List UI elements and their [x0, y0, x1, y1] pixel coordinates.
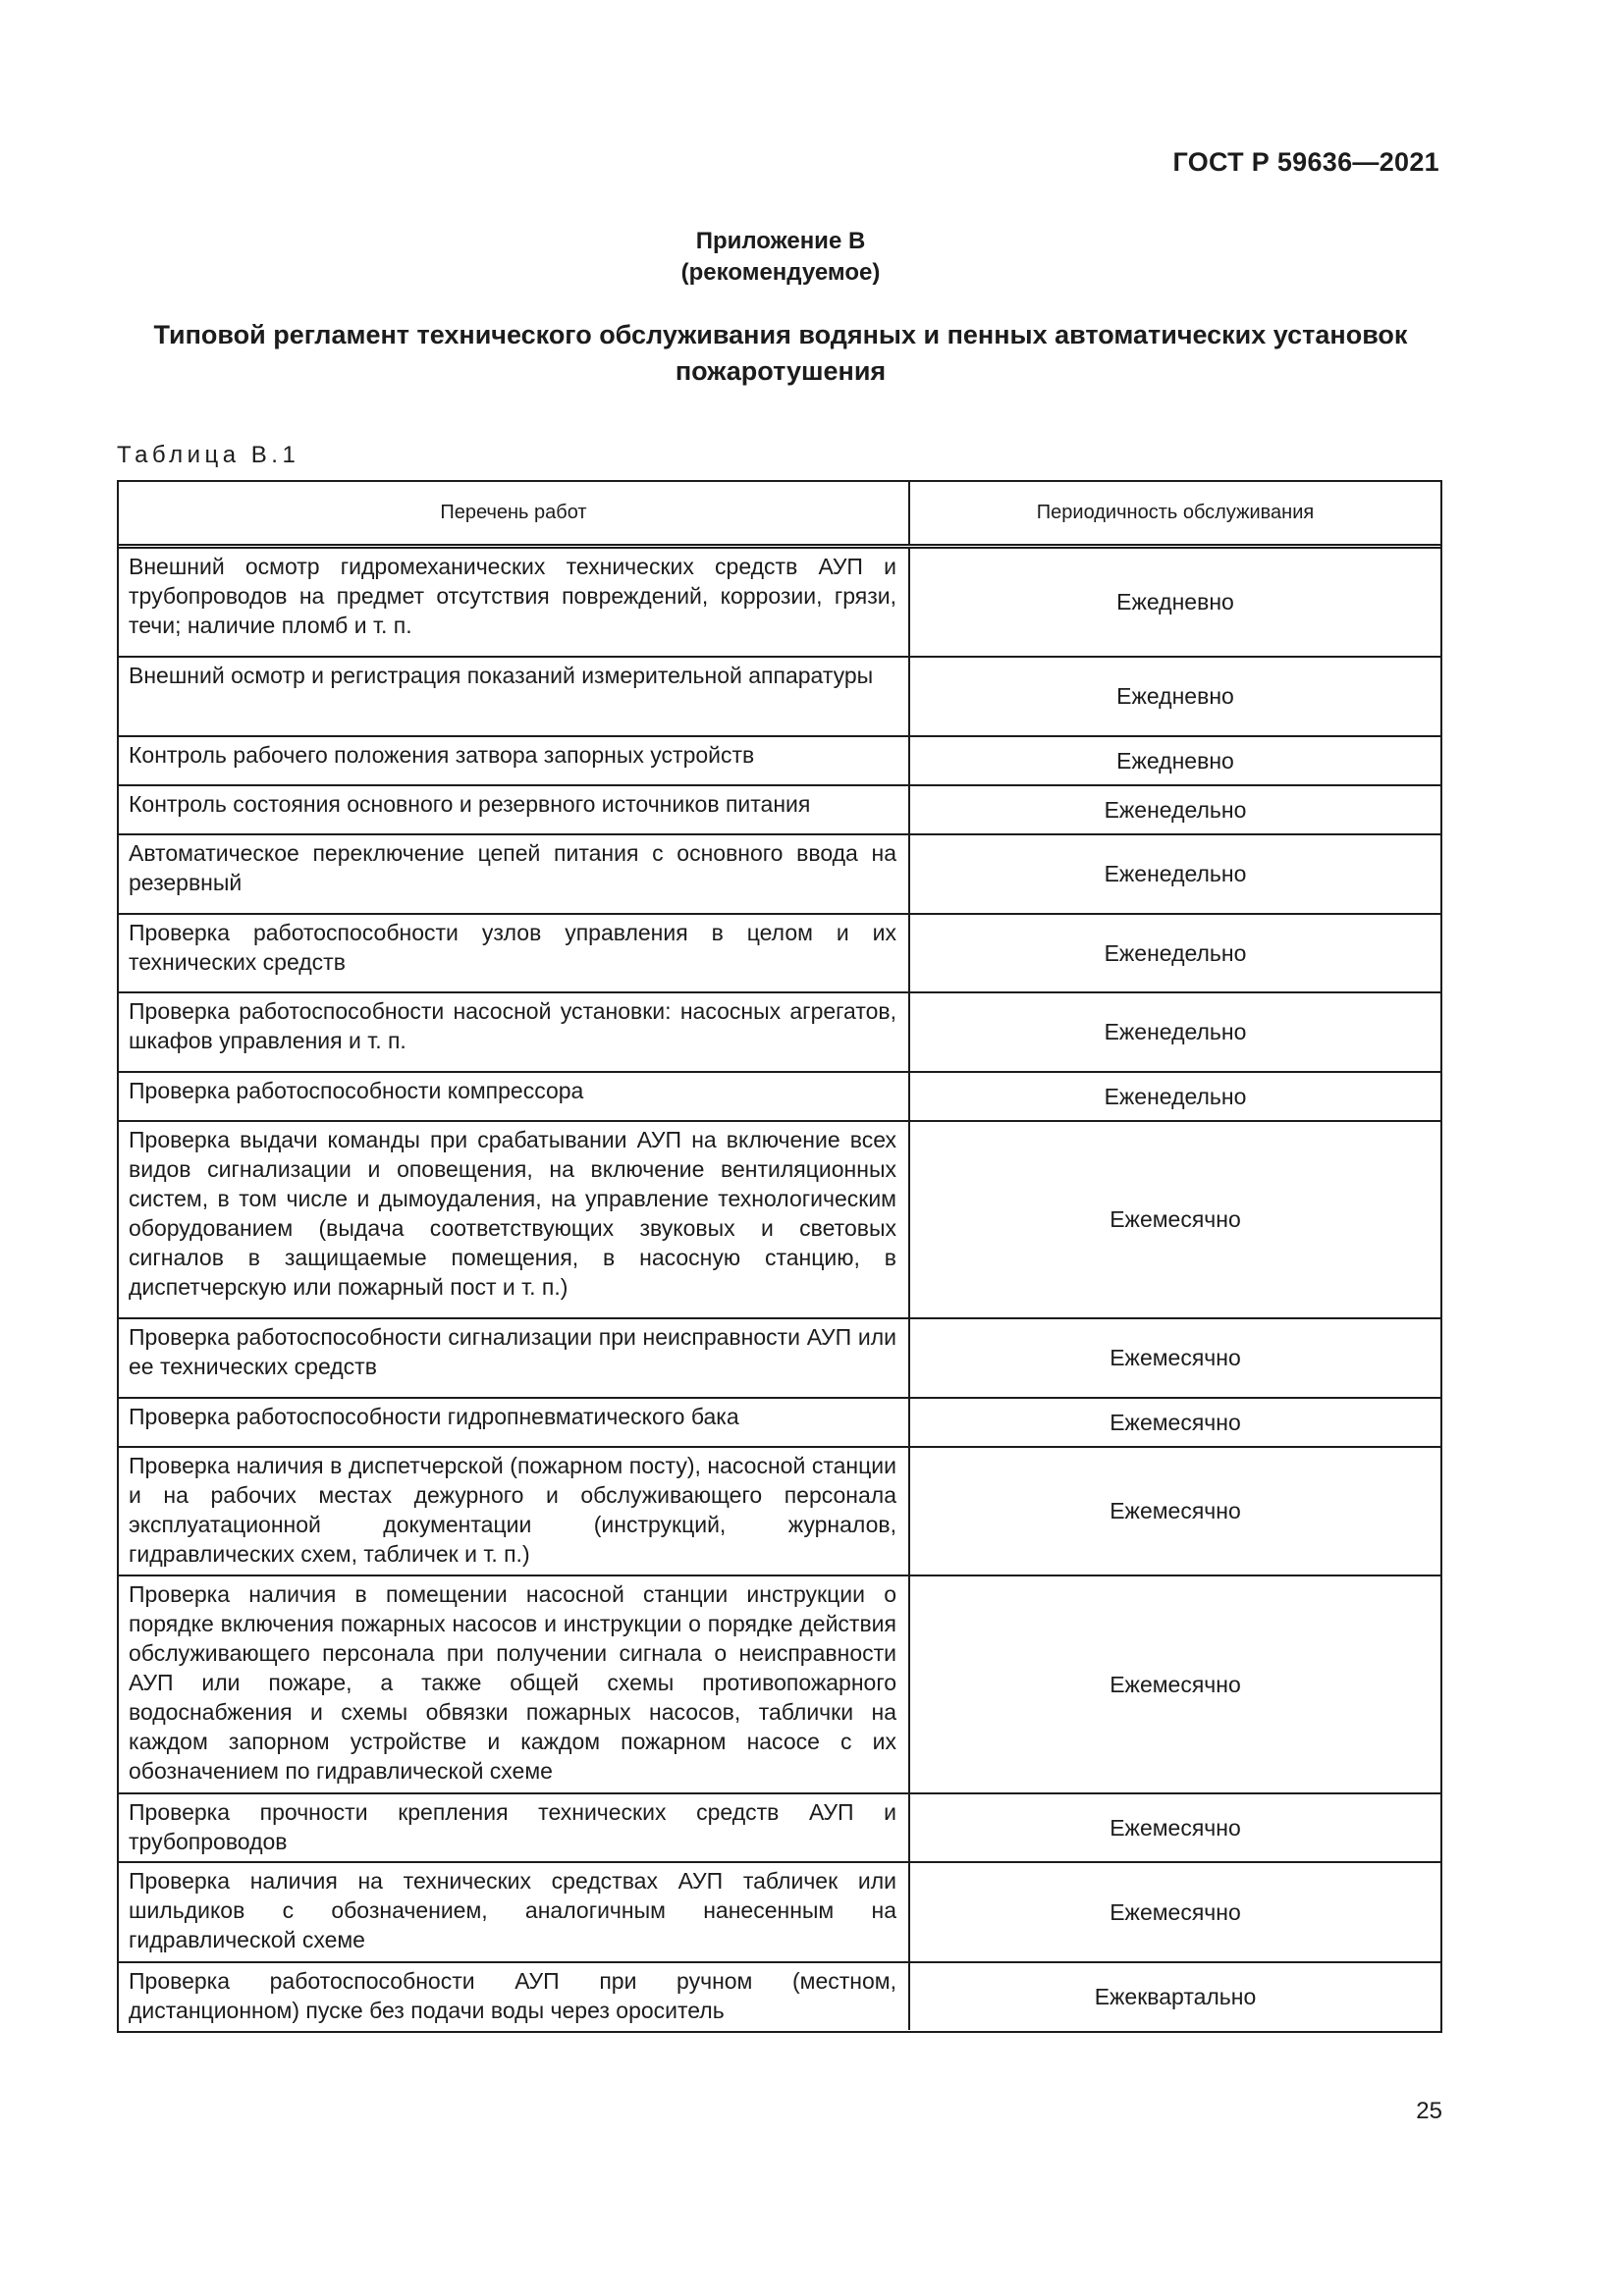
work-cell: Проверка работоспособности компрессора — [119, 1073, 910, 1120]
work-cell: Проверка прочности крепления технических средств АУП и трубопроводов — [119, 1794, 910, 1861]
table-row — [119, 1073, 1440, 1122]
period-cell: Еженедельно — [1104, 1019, 1247, 1044]
work-cell: Проверка наличия на технических средствах АУП табличек или шильдиков с обозначением, аналогичным нанесенным на гидравлической схеме — [119, 1863, 910, 1961]
table-row — [119, 915, 1440, 993]
table-caption: Таблица В.1 — [117, 442, 300, 468]
document-code: ГОСТ Р 59636—2021 — [1172, 147, 1439, 177]
work-cell: Контроль рабочего положения затвора запорных устройств — [119, 737, 910, 784]
period-cell: Ежедневно — [1116, 683, 1234, 709]
period-cell: Ежемесячно — [1110, 1206, 1241, 1232]
work-cell: Проверка работоспособности гидропневматического бака — [119, 1399, 910, 1446]
maintenance-table — [117, 480, 1442, 2033]
work-cell: Внешний осмотр и регистрация показаний измерительной аппаратуры — [119, 658, 910, 735]
table-row — [119, 1576, 1440, 1794]
table-row — [119, 1794, 1440, 1863]
period-cell: Еженедельно — [1104, 939, 1247, 966]
work-cell: Проверка работоспособности АУП при ручном (местном, дистанционном) пуске без подачи воды через ороситель — [119, 1963, 910, 2030]
document-title — [118, 317, 1443, 390]
table-row — [119, 737, 1440, 786]
period-cell: Ежемесячно — [1110, 1814, 1241, 1841]
appendix-title: Приложение В — [695, 228, 866, 254]
table-row — [119, 1448, 1440, 1576]
table-row — [119, 658, 1440, 737]
work-cell: Проверка работоспособности насосной установки: насосных агрегатов, шкафов управления и т. п. — [119, 993, 910, 1071]
period-cell: Ежемесячно — [1110, 1671, 1241, 1697]
work-cell: Контроль состояния основного и резервного источников питания — [119, 786, 910, 833]
period-cell: Ежемесячно — [1110, 1409, 1241, 1435]
table-row — [119, 786, 1440, 835]
document-title-line-1: Типовой регламент технического обслуживания водяных и пенных автоматических установок — [153, 320, 1408, 349]
appendix-status: (рекомендуемое) — [680, 259, 881, 286]
period-cell: Еженедельно — [1104, 796, 1247, 823]
column-header-works: Перечень работ — [119, 482, 910, 544]
table-row — [119, 1963, 1440, 2030]
table-row — [119, 835, 1440, 915]
period-cell: Еженедельно — [1104, 1083, 1247, 1109]
document-title-line-2: пожаротушения — [675, 356, 887, 386]
period-cell: Ежемесячно — [1110, 1498, 1241, 1523]
table-row — [119, 993, 1440, 1073]
period-cell: Ежеквартально — [1094, 1983, 1257, 2009]
table-row — [119, 549, 1440, 658]
appendix-heading — [0, 226, 1561, 289]
table-row — [119, 1399, 1440, 1448]
period-cell: Еженедельно — [1104, 861, 1247, 886]
column-header-periodicity: Периодичность обслуживания — [1036, 502, 1315, 523]
period-cell: Ежедневно — [1116, 747, 1234, 774]
work-cell: Проверка наличия в помещении насосной станции инструкции о порядке включения пожарных насосов и инструкции о порядке действия обслуживающего персонала при получении сигнала о неисправности АУП или пожаре, а также общей схемы противопожарного водоснабжения и схемы обвязки пожарных насосов, таблички на каждом запорном устройстве и каждом пожарном насосе с их обозначением по гидравлической схеме — [119, 1576, 910, 1792]
work-cell: Проверка наличия в диспетчерской (пожарном посту), насосной станции и на рабочих местах дежурного и обслуживающего персонала эксплуатационной документации (инструкций, журналов, гидравлических схем, табличек и т. п.) — [119, 1448, 910, 1575]
period-cell: Ежедневно — [1116, 589, 1234, 614]
work-cell: Проверка выдачи команды при срабатывании АУП на включение всех видов сигнализации и оповещения, на включение вентиляционных систем, в том числе и дымоудаления, на управление технологическим оборудованием (выдача соответствующих звуковых и световых сигналов в защищаемые помещения, в насосную станцию, в диспетчерскую или пожарный пост и т. п.) — [119, 1122, 910, 1317]
table-row — [119, 1319, 1440, 1399]
work-cell: Проверка работоспособности сигнализации при неисправности АУП или ее технических средств — [119, 1319, 910, 1397]
work-cell: Автоматическое переключение цепей питания с основного ввода на резервный — [119, 835, 910, 913]
period-cell: Ежемесячно — [1110, 1345, 1241, 1370]
work-cell: Проверка работоспособности узлов управления в целом и их технических средств — [119, 915, 910, 991]
period-cell: Ежемесячно — [1110, 1898, 1241, 1925]
table-row — [119, 1863, 1440, 1963]
work-cell: Внешний осмотр гидромеханических технических средств АУП и трубопроводов на предмет отсутствия повреждений, коррозии, грязи, течи; наличие пломб и т. п. — [119, 549, 910, 656]
table-row — [119, 1122, 1440, 1319]
table-header-row — [119, 482, 1440, 546]
page-number: 25 — [1416, 2098, 1442, 2124]
